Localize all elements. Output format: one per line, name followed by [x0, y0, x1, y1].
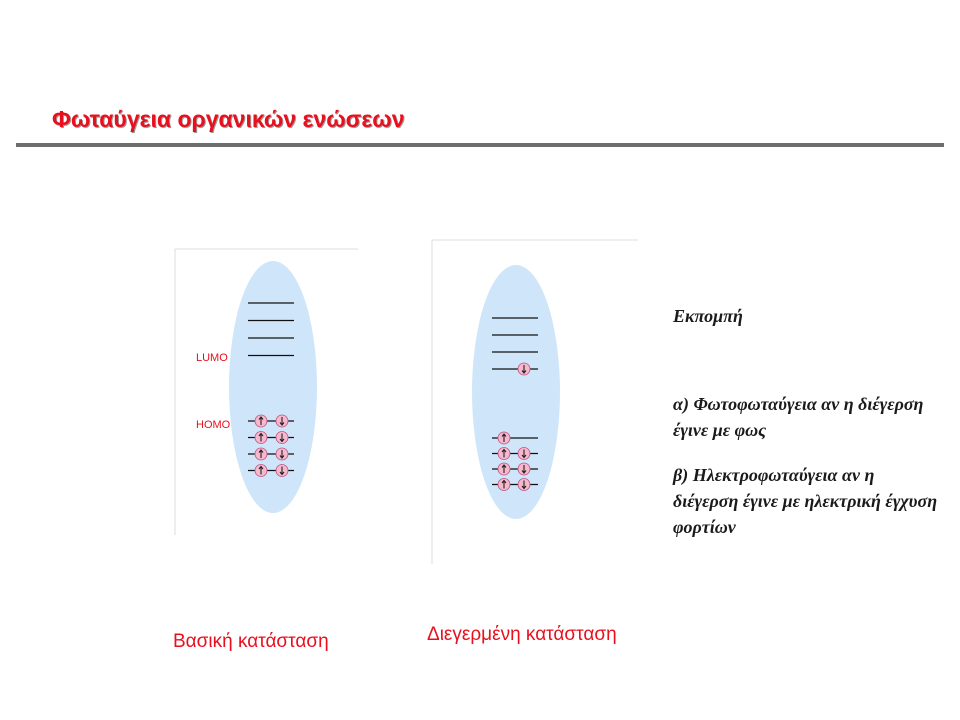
orbital-envelope-ellipse [472, 265, 560, 519]
title-divider [16, 143, 944, 147]
excited-state-diagram [428, 236, 643, 566]
ground-state-caption: Βασική κατάσταση [173, 631, 329, 652]
homo-label: HOMO [196, 419, 231, 431]
ground-state-diagram [170, 245, 370, 545]
photoluminescence-item: α) Φωτοφωταύγεια αν η διέγερση έγινε με φως [673, 394, 924, 440]
lumo-label: LUMO [196, 352, 228, 364]
slide-title: Φωταύγεια οργανικών ενώσεων [52, 106, 405, 132]
electroluminescence-item: β) Ηλεκτροφωταύγεια αν η διέγερση έγινε με ηλεκτρική έγχυση φορτίων [673, 465, 938, 537]
excited-state-caption: Διεγερμένη κατάσταση [427, 624, 617, 645]
orbital-envelope-ellipse [229, 261, 317, 513]
emission-heading: Εκπομπή [673, 306, 743, 326]
